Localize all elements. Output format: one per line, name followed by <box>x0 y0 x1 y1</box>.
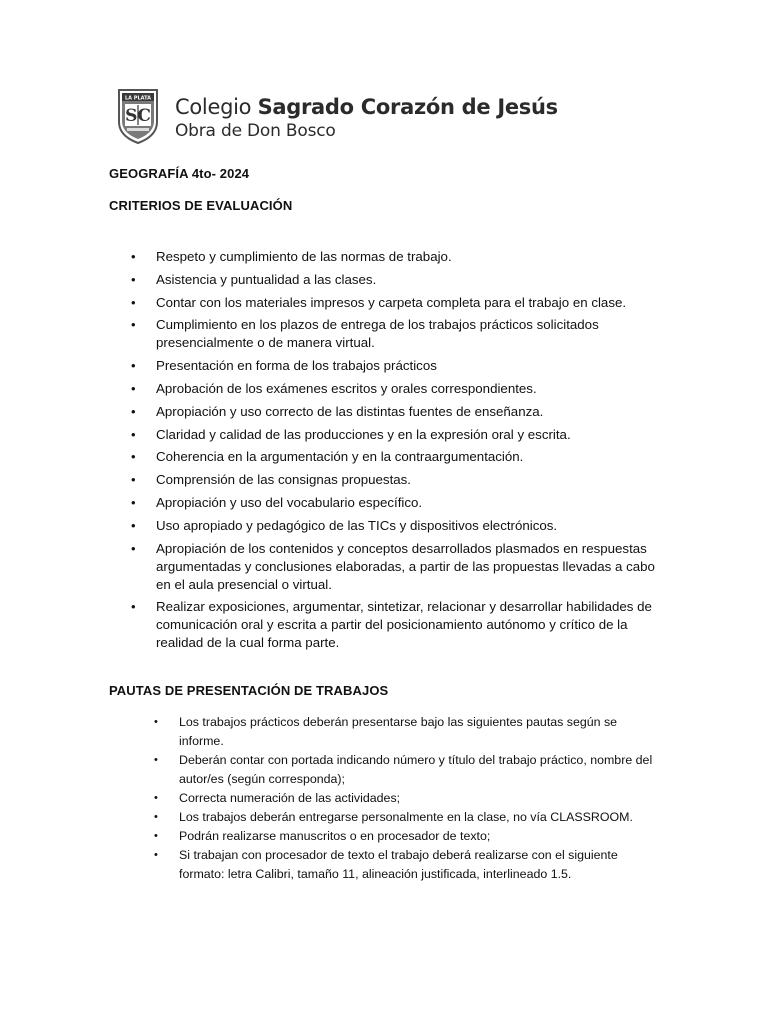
list-item <box>134 789 654 808</box>
list-item <box>134 751 654 789</box>
list-item-text: Apropiación y uso del vocabulario específico. <box>156 494 423 510</box>
bullet-icon: • <box>131 358 136 374</box>
list-item-text: Comprensión de las consignas propuestas. <box>156 472 412 488</box>
list-item-text: Apropiación y uso correcto de las distintas fuentes de enseñanza. <box>156 403 544 419</box>
list-item <box>108 316 668 352</box>
subject-line: GEOGRAFÍA 4to- 2024 <box>109 166 250 181</box>
list-item <box>108 540 668 594</box>
school-header <box>117 88 558 150</box>
bullet-icon: • <box>154 811 158 823</box>
bullet-icon: • <box>131 517 136 533</box>
list-item <box>108 403 668 421</box>
guidelines-heading: PAUTAS DE PRESENTACIÓN DE TRABAJOS <box>109 683 389 698</box>
bullet-icon: • <box>131 472 136 488</box>
list-item <box>108 471 668 489</box>
list-item-text: Si trabajan con procesador de texto el trabajo deberá realizarse con el siguiente formato: letra Calibri, tamaño 11, alineación justificada, interlineado 1.5. <box>179 848 618 881</box>
list-item-text: Uso apropiado y pedagógico de las TICs y dispositivos electrónicos. <box>156 517 558 533</box>
list-item-text: Presentación en forma de los trabajos prácticos <box>156 358 437 374</box>
list-item-text: Cumplimiento en los plazos de entrega de los trabajos prácticos solicitados presencialmente o de manera virtual. <box>156 317 599 351</box>
list-item-text: Apropiación de los contenidos y conceptos desarrollados plasmados en respuestas argumentadas y conclusiones elaboradas, a partir de las propuestas llevadas a cabo en el aula presencial o virtual. <box>156 540 655 592</box>
bullet-icon: • <box>131 294 136 310</box>
bullet-icon: • <box>154 754 158 766</box>
bullet-icon: • <box>131 317 136 333</box>
list-item <box>108 248 668 266</box>
list-item <box>108 517 668 535</box>
school-name <box>175 95 558 119</box>
bullet-icon: • <box>154 849 158 861</box>
bullet-icon: • <box>131 249 136 264</box>
list-item <box>108 294 668 312</box>
list-item-text: Realizar exposiciones, argumentar, sintetizar, relacionar y desarrollar habilidades de comunicación oral y escrita a partir del posicionamiento autónomo y crítico de la realidad de la cual forma parte. <box>156 599 652 651</box>
bullet-icon: • <box>131 599 136 615</box>
list-item-text: Coherencia en la argumentación y en la contraargumentación. <box>156 449 524 465</box>
bullet-icon: • <box>131 380 136 396</box>
list-item <box>108 271 668 289</box>
list-item-text: Respeto y cumplimiento de las normas de trabajo. <box>156 249 452 264</box>
bullet-icon: • <box>131 449 136 465</box>
list-item <box>108 426 668 444</box>
school-name-bold: Sagrado Corazón de Jesús <box>257 95 558 119</box>
crest-letters: SC <box>125 106 151 126</box>
list-item-text: Los trabajos deberán entregarse personalmente en la clase, no vía CLASSROOM. <box>179 810 633 824</box>
bullet-icon: • <box>131 426 136 442</box>
list-item <box>134 846 654 884</box>
list-item-text: Aprobación de los exámenes escritos y orales correspondientes. <box>156 380 537 396</box>
bullet-icon: • <box>131 271 136 287</box>
school-subtitle: Obra de Don Bosco <box>175 121 336 141</box>
bullet-icon: • <box>131 540 136 556</box>
list-item-text: Podrán realizarse manuscritos o en procesador de texto; <box>179 829 491 843</box>
list-item-text: Claridad y calidad de las producciones y en la expresión oral y escrita. <box>156 426 571 442</box>
list-item-text: Contar con los materiales impresos y carpeta completa para el trabajo en clase. <box>156 294 627 310</box>
list-item <box>108 494 668 512</box>
school-name-regular: Colegio <box>175 95 258 119</box>
list-item-text: Asistencia y puntualidad a las clases. <box>156 271 377 287</box>
bullet-icon: • <box>131 403 136 419</box>
list-item <box>134 713 654 751</box>
bullet-icon: • <box>154 716 158 728</box>
crest-top-text: LA PLATA <box>124 95 152 102</box>
list-item <box>108 448 668 466</box>
list-item <box>108 357 668 375</box>
list-item-text: Correcta numeración de las actividades; <box>179 791 401 805</box>
bullet-icon: • <box>154 792 158 804</box>
criteria-list <box>108 248 668 657</box>
list-item <box>108 380 668 398</box>
criteria-heading: CRITERIOS DE EVALUACIÓN <box>109 198 293 213</box>
list-item <box>108 598 668 652</box>
list-item-text: Deberán contar con portada indicando número y título del trabajo práctico, nombre del autor/es (según corresponda); <box>179 753 653 786</box>
list-item <box>134 808 654 827</box>
guidelines-list <box>134 713 654 884</box>
school-crest-logo <box>117 88 159 144</box>
bullet-icon: • <box>154 830 158 842</box>
list-item <box>134 827 654 846</box>
list-item-text: Los trabajos prácticos deberán presentarse bajo las siguientes pautas según se informe. <box>179 715 618 748</box>
bullet-icon: • <box>131 494 136 510</box>
